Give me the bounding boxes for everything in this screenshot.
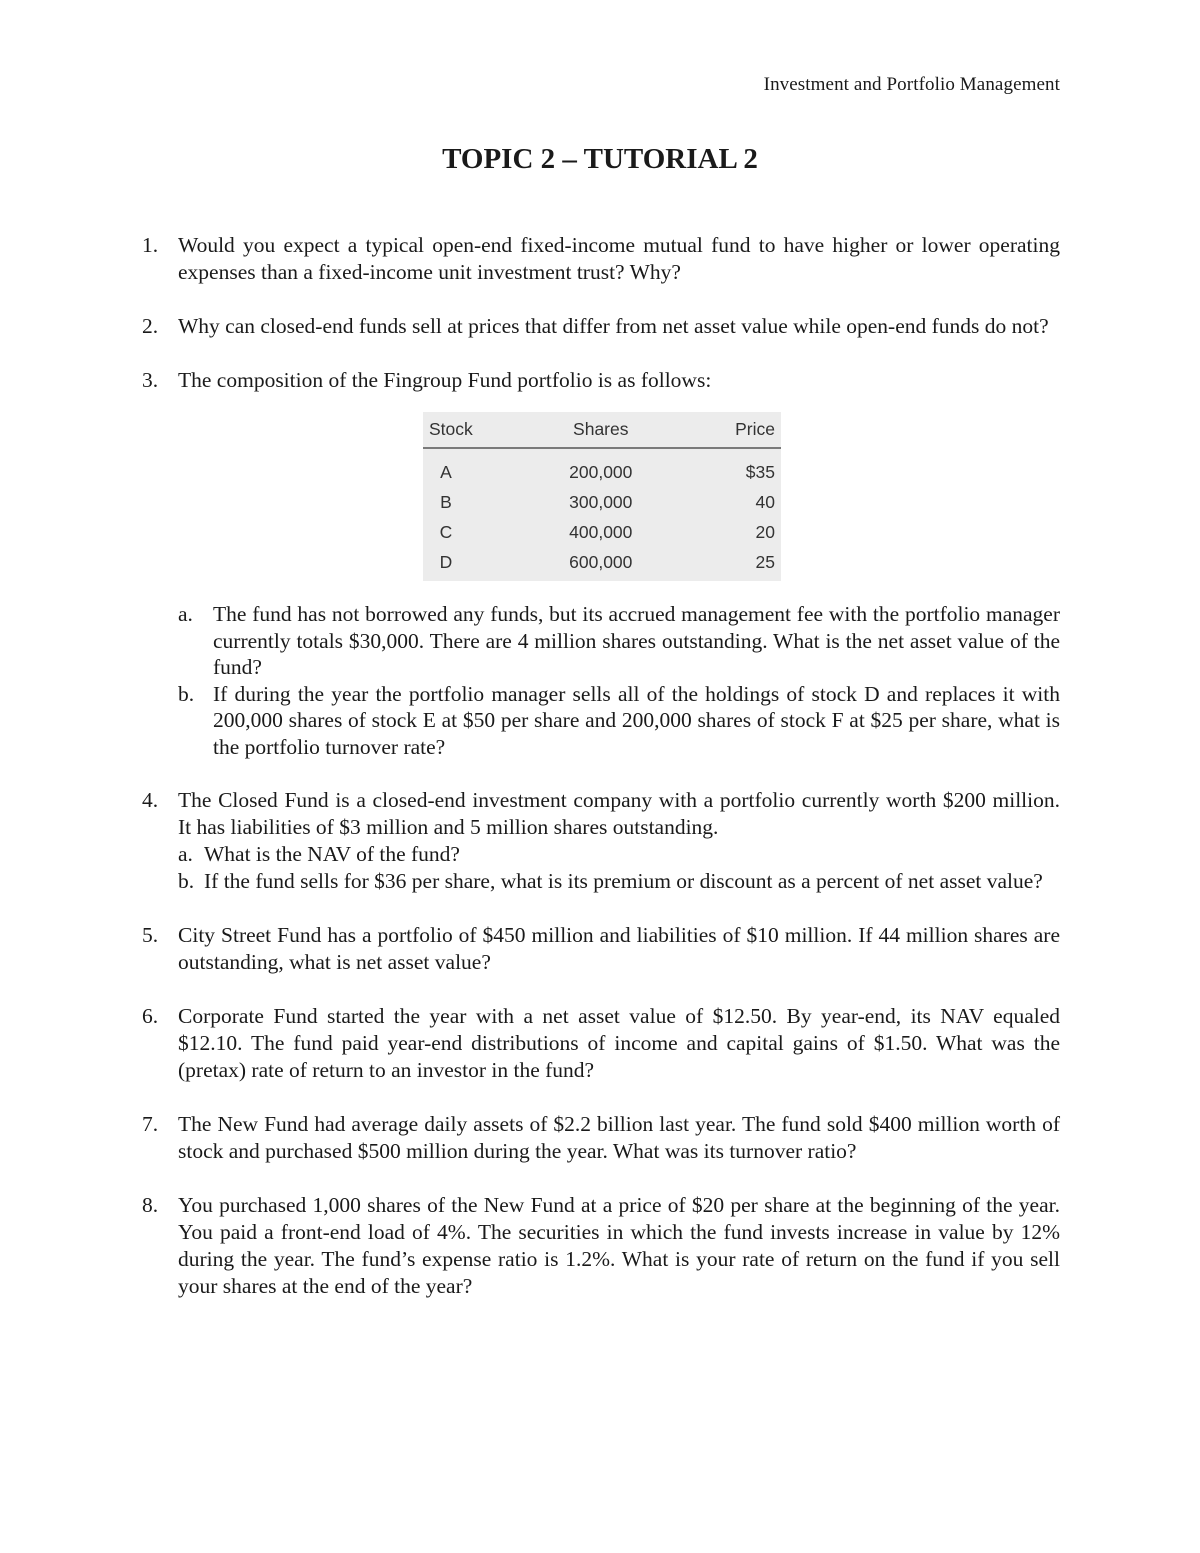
subpart-letter: b. <box>178 869 195 893</box>
table-row <box>423 448 781 487</box>
subpart-letter: b. <box>178 681 195 706</box>
question-text: The composition of the Fingroup Fund portfolio is as follows: <box>178 368 712 392</box>
question-number: 7. <box>142 1112 159 1136</box>
question-6 <box>0 1003 1200 1084</box>
column-header-price: Price <box>677 412 781 448</box>
subpart-a <box>178 841 1060 868</box>
page-title: TOPIC 2 – TUTORIAL 2 <box>442 143 758 175</box>
subpart-text: What is the NAV of the fund? <box>204 842 460 866</box>
portfolio-table-container <box>178 412 1060 581</box>
question-text: The Closed Fund is a closed-end investment company with a portfolio currently worth $200 million. It has liabilities of $3 million and 5 million shares outstanding. <box>178 788 1060 839</box>
question-5 <box>0 922 1200 976</box>
subpart-letter: a. <box>178 602 193 626</box>
question-8 <box>0 1192 1200 1300</box>
subpart-list <box>178 841 1060 895</box>
question-number: 6. <box>142 1004 159 1028</box>
question-number: 5. <box>142 923 159 947</box>
shares-cell: 200,000 <box>569 461 633 482</box>
subpart-list <box>178 601 1060 760</box>
question-text: Would you expect a typical open-end fixed-income mutual fund to have higher or lower operating expenses than a fixed-income unit investment trust? Why? <box>178 233 1060 284</box>
question-number: 8. <box>142 1193 159 1217</box>
column-header-stock: Stock <box>423 412 525 448</box>
subpart-text: If the fund sells for $36 per share, what is its premium or discount as a percent of net asset value? <box>204 869 1043 893</box>
question-text: Why can closed-end funds sell at prices that differ from net asset value while open-end funds do not? <box>178 314 1049 338</box>
question-number: 4. <box>142 788 159 812</box>
question-text: City Street Fund has a portfolio of $450 million and liabilities of $10 million. If 44 million shares are outstanding, what is net asset value? <box>178 923 1060 974</box>
stock-cell: B <box>440 491 452 512</box>
table-row <box>423 547 781 581</box>
subpart-a <box>178 601 1060 681</box>
subpart-text: The fund has not borrowed any funds, but its accrued management fee with the portfolio manager currently totals $30,000. There are 4 million shares outstanding. What is the net asset value of the fund? <box>213 602 1060 679</box>
question-4 <box>0 787 1200 895</box>
question-text: The New Fund had average daily assets of $2.2 billion last year. The fund sold $400 million worth of stock and purchased $500 million during the year. What was its turnover ratio? <box>178 1112 1060 1163</box>
price-cell: $35 <box>745 461 775 482</box>
shares-cell: 600,000 <box>569 551 633 572</box>
stock-cell: C <box>439 521 453 542</box>
question-list <box>0 232 1200 1327</box>
price-cell: 20 <box>755 521 775 542</box>
stock-cell: A <box>440 461 452 482</box>
table-row <box>423 517 781 547</box>
subpart-letter: a. <box>178 842 193 866</box>
table-header-row <box>423 412 781 448</box>
running-header: Investment and Portfolio Management <box>763 74 1060 95</box>
question-1 <box>0 232 1200 286</box>
question-text: Corporate Fund started the year with a net asset value of $12.50. By year-end, its NAV equaled $12.10. The fund paid year-end distributions of income and capital gains of $1.50. What was the (pretax) rate of return to an investor in the fund? <box>178 1004 1060 1082</box>
subpart-b <box>178 681 1060 761</box>
question-number: 2. <box>142 314 159 338</box>
table-row <box>423 487 781 517</box>
question-text: You purchased 1,000 shares of the New Fund at a price of $20 per share at the beginning of the year. You paid a front-end load of 4%. The securities in which the fund invests increase in value by 12% during the year. The fund’s expense ratio is 1.2%. What is your rate of return on the fund if you sell your shares at the end of the year? <box>178 1193 1060 1298</box>
question-3 <box>0 367 1200 760</box>
question-number: 3. <box>142 368 159 392</box>
portfolio-table <box>423 412 781 581</box>
subpart-text: If during the year the portfolio manager sells all of the holdings of stock D and replaces it with 200,000 shares of stock E at $50 per share and 200,000 shares of stock F at $25 per share, what is the portfolio turnover rate? <box>213 681 1060 759</box>
subpart-b <box>178 868 1060 895</box>
stock-cell: D <box>439 551 453 572</box>
shares-cell: 300,000 <box>569 491 633 512</box>
price-cell: 40 <box>755 491 775 512</box>
question-7 <box>0 1111 1200 1165</box>
question-number: 1. <box>142 233 159 257</box>
shares-cell: 400,000 <box>569 521 633 542</box>
price-cell: 25 <box>755 551 775 572</box>
column-header-shares: Shares <box>525 412 677 448</box>
question-2 <box>0 313 1200 340</box>
